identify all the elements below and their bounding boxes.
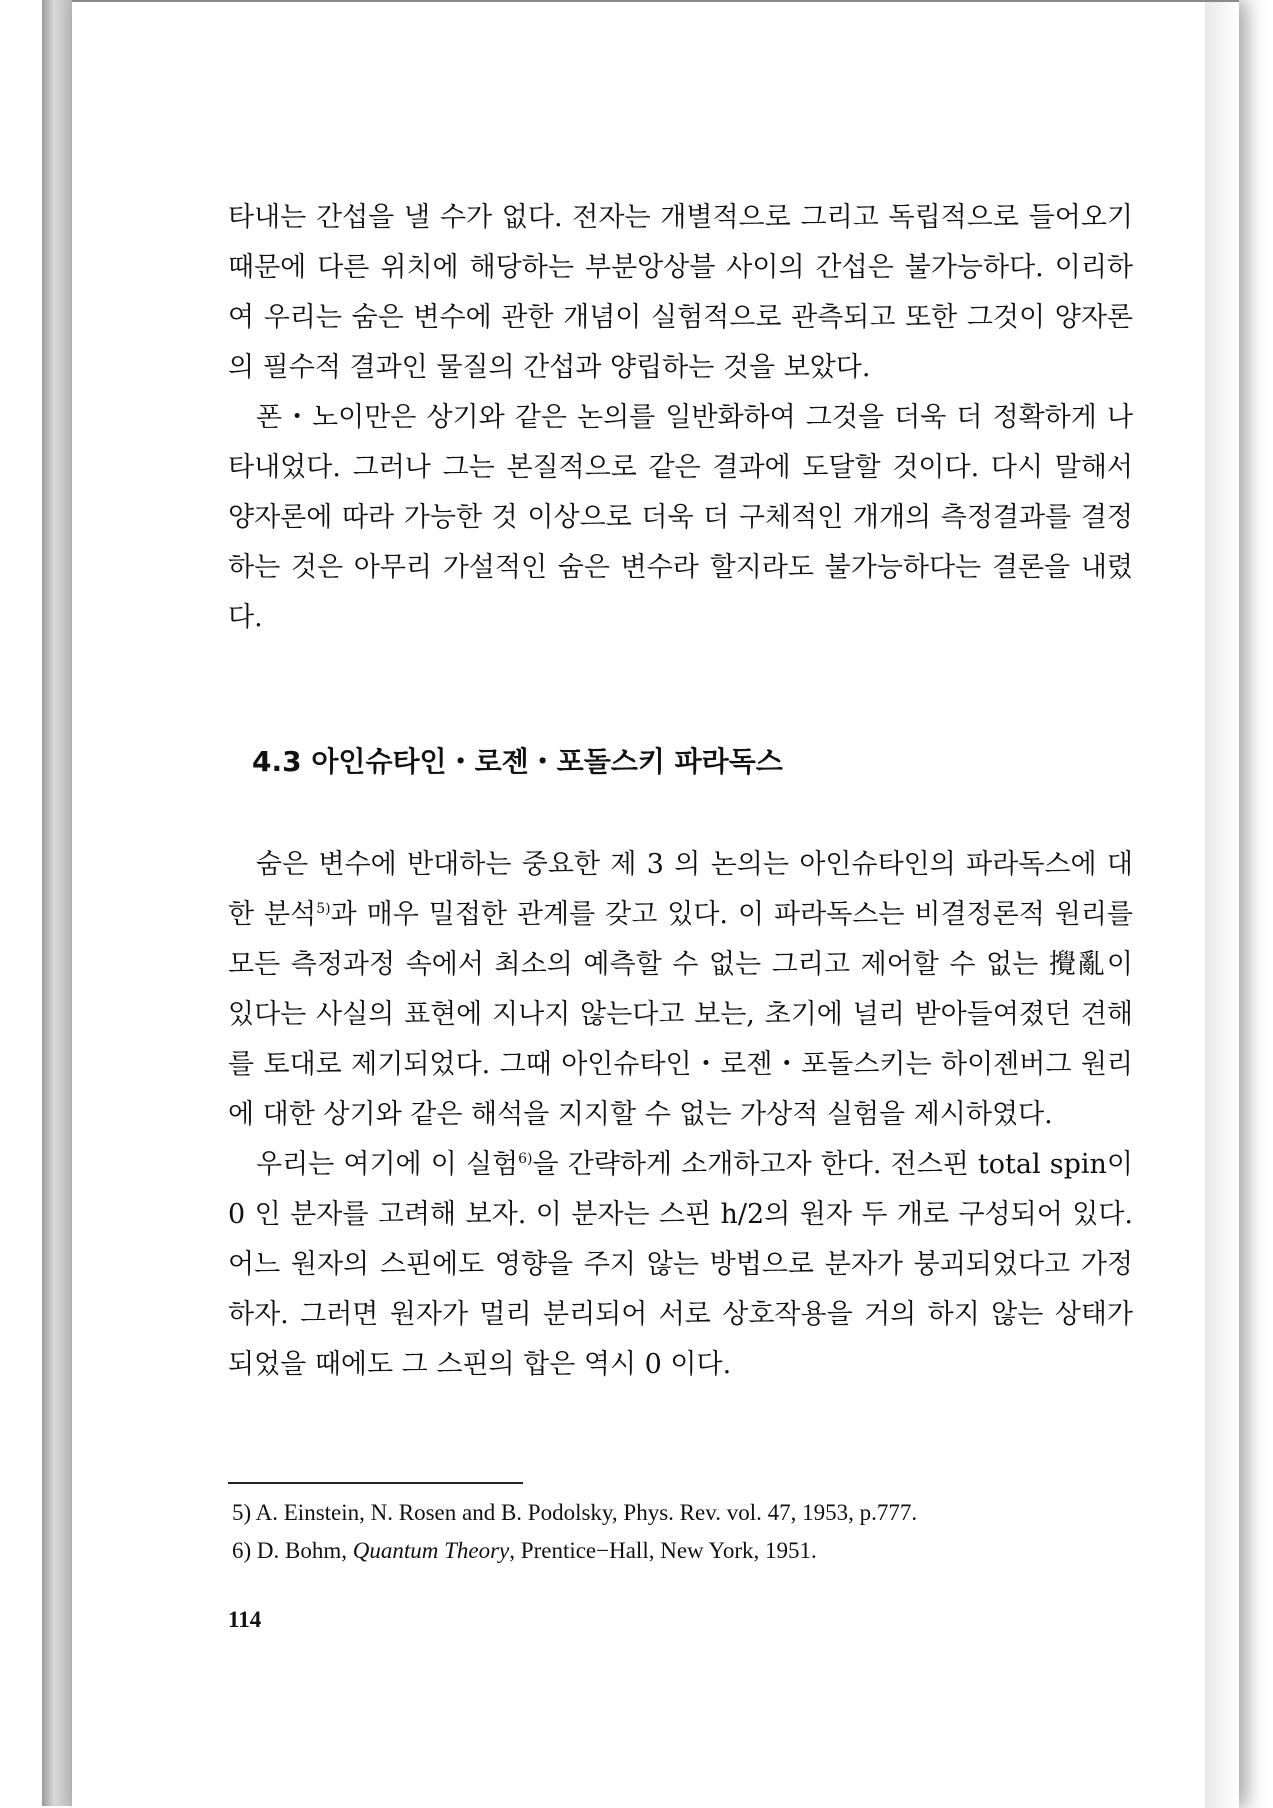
paragraph-3-part-b: 과 매우 밀접한 관계를 갖고 있다. 이 파라독스는 비결정론적 원리를 모든 측정과정 속에서 최소의 예측할 수 없는 그리고 제어할 수 없는 攪亂이 있다는 사실의 표현에 지나지 않는다고 보는, 초기에 널리 받아들여졌던 견해를 토대로 제기되었다. 그때 아인슈타인・로젠・포돌스키는 하이젠버그 원리에 대한 상기와 같은 해석을 지지할 수 없는 가상적 실험을 제시하였다.	[228, 899, 1133, 1130]
body-text-bottom	[228, 840, 1133, 1390]
footnotes	[232, 1494, 1112, 1570]
page-number: 114	[228, 1607, 262, 1632]
footnote-5: 5) A. Einstein, N. Rosen and B. Podolsky, Phys. Rev. vol. 47, 1953, p.777.	[232, 1500, 918, 1525]
footnote-6-suffix: , Prentice−Hall, New York, 1951.	[509, 1538, 817, 1563]
paragraph-3-part-a: 숨은 변수에 반대하는 중요한 제 3 의 논의는 아인슈타인의 파라독스에 대한 분석	[228, 849, 1133, 930]
paragraph-4-part-a: 우리는 여기에 이 실험	[256, 1149, 519, 1180]
footnote-6	[232, 1532, 1112, 1570]
paragraph-4	[228, 1140, 1133, 1390]
footnote-6-title: Quantum Theory	[352, 1538, 510, 1563]
paragraph-1: 타내는 간섭을 낼 수가 없다. 전자는 개별적으로 그리고 독립적으로 들어오기 때문에 다른 위치에 해당하는 부분앙상블 사이의 간섭은 불가능하다. 이리하여 우리는 숨은 변수에 관한 개념이 실험적으로 관측되고 또한 그것이 양자론의 필수적 결과인 물질의 간섭과 양립하는 것을 보았다.	[228, 202, 1133, 383]
page-gutter-shadow	[1205, 2, 1239, 1808]
footnote-ref-5: 5)	[316, 901, 331, 917]
footnote-6-prefix: 6) D. Bohm,	[232, 1538, 353, 1563]
footnote-ref-6: 6)	[518, 1151, 533, 1167]
paragraph-2: 폰・노이만은 상기와 같은 논의를 일반화하여 그것을 더욱 더 정확하게 나타내었다. 그러나 그는 본질적으로 같은 결과에 도달할 것이다. 다시 말해서 양자론에 따라 가능한 것 이상으로 더욱 더 구체적인 개개의 측정결과를 결정하는 것은 아무리 가설적인 숨은 변수라 할지라도 불가능하다는 결론을 내렸다.	[228, 402, 1133, 633]
book-page-edge	[42, 0, 72, 1806]
paragraph-3	[228, 840, 1133, 1140]
section-heading: 4.3 아인슈타인・로젠・포돌스키 파라독스	[252, 745, 783, 778]
paragraph-4-part-b: 을 간략하게 소개하고자 한다. 전스핀 total spin이 0 인 분자를 고려해 보자. 이 분자는 스핀 h/2의 원자 두 개로 구성되어 있다. 어느 원자의 스핀에도 영향을 주지 않는 방법으로 분자가 붕괴되었다고 가정하자. 그러면 원자가 멀리 분리되어 서로 상호작용을 거의 하지 않는 상태가 되었을 때에도 그 스핀의 합은 역시 0 이다.	[228, 1149, 1133, 1380]
body-text-top	[228, 193, 1133, 643]
footnote-divider	[228, 1482, 523, 1484]
